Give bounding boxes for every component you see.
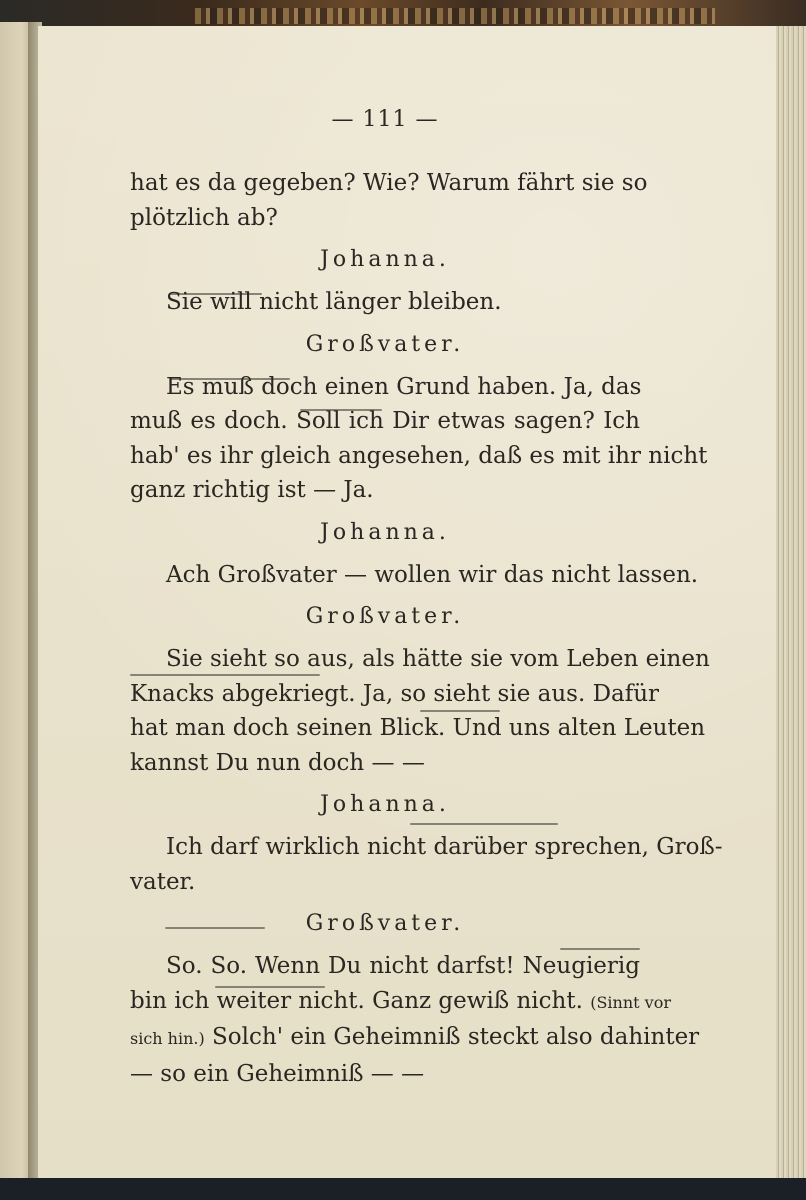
line-text: Solch' ein Geheimniß steckt also dahinter [212, 1024, 700, 1050]
speaker-label: Johanna. [320, 519, 450, 545]
speaker-name [130, 320, 640, 370]
text-line [130, 166, 648, 201]
line-text: Sie sieht so aus, als hätte sie vom Leben einen [166, 646, 710, 672]
line-text: hat es da gegeben? Wie? Warum fährt sie so [130, 170, 648, 196]
line-text: kannst Du nun doch — — [130, 749, 425, 776]
speaker-label: Johanna. [320, 792, 450, 817]
page-number: — 111 — [331, 107, 439, 132]
speaker-name [130, 899, 640, 949]
text-line [130, 677, 660, 712]
line-text: plötzlich ab? [130, 204, 278, 231]
speaker-label: Großvater. [305, 911, 465, 936]
text-line [130, 711, 706, 746]
page-stack-edge [776, 26, 806, 1178]
text-line [130, 1057, 640, 1092]
line-text: Es muß doch einen Grund haben. Ja, das [166, 373, 642, 400]
speaker-label: Johanna. [320, 247, 450, 272]
text-line [130, 285, 640, 320]
text-line [130, 473, 640, 508]
speaker-label: Großvater. [305, 331, 465, 357]
text-line [130, 984, 671, 1021]
text-line [130, 404, 640, 439]
speaker-name [130, 780, 640, 830]
text-line [130, 830, 723, 865]
text-line [130, 439, 708, 474]
stage-direction: sich hin.) [130, 1029, 205, 1048]
text-line [130, 746, 640, 781]
line-text: vater. [130, 868, 196, 895]
line-text: Ach Großvater — wollen wir das nicht lassen. [166, 561, 699, 588]
text-line [130, 558, 699, 593]
text-line [130, 1020, 700, 1057]
line-text: hab' es ihr gleich angesehen, daß es mit ihr nicht [130, 442, 708, 469]
line-text: ganz richtig ist — Ja. [130, 477, 374, 503]
text-line [130, 949, 640, 984]
text-line [130, 865, 640, 900]
speaker-name [130, 592, 640, 642]
scan-background [0, 1178, 806, 1200]
line-text: muß es doch. Soll ich Dir etwas sagen? Ich [130, 408, 640, 434]
line-text: hat man doch seinen Blick. Und uns alten Leuten [130, 715, 706, 741]
stage-direction: (Sinnt vor [590, 992, 671, 1012]
text-line [130, 370, 640, 405]
line-text: — so ein Geheimniß — — [130, 1060, 425, 1087]
line-text: Knacks abgekriegt. Ja, so sieht sie aus. Dafür [130, 680, 660, 707]
line-text: Sie will nicht länger bleiben. [166, 289, 502, 315]
play-text-body [130, 166, 723, 1091]
text-line [130, 201, 640, 236]
speaker-name [130, 508, 640, 558]
line-text: bin ich weiter nicht. Ganz gewiß nicht. [130, 987, 583, 1014]
page-text [130, 100, 723, 1091]
line-text: So. So. Wenn Du nicht darfst! Neugierig [166, 953, 640, 979]
speaker-label: Großvater. [305, 604, 465, 629]
line-text: Ich darf wirklich nicht darüber sprechen, Groß- [166, 834, 723, 860]
text-line [130, 642, 710, 677]
speaker-name [130, 235, 640, 285]
